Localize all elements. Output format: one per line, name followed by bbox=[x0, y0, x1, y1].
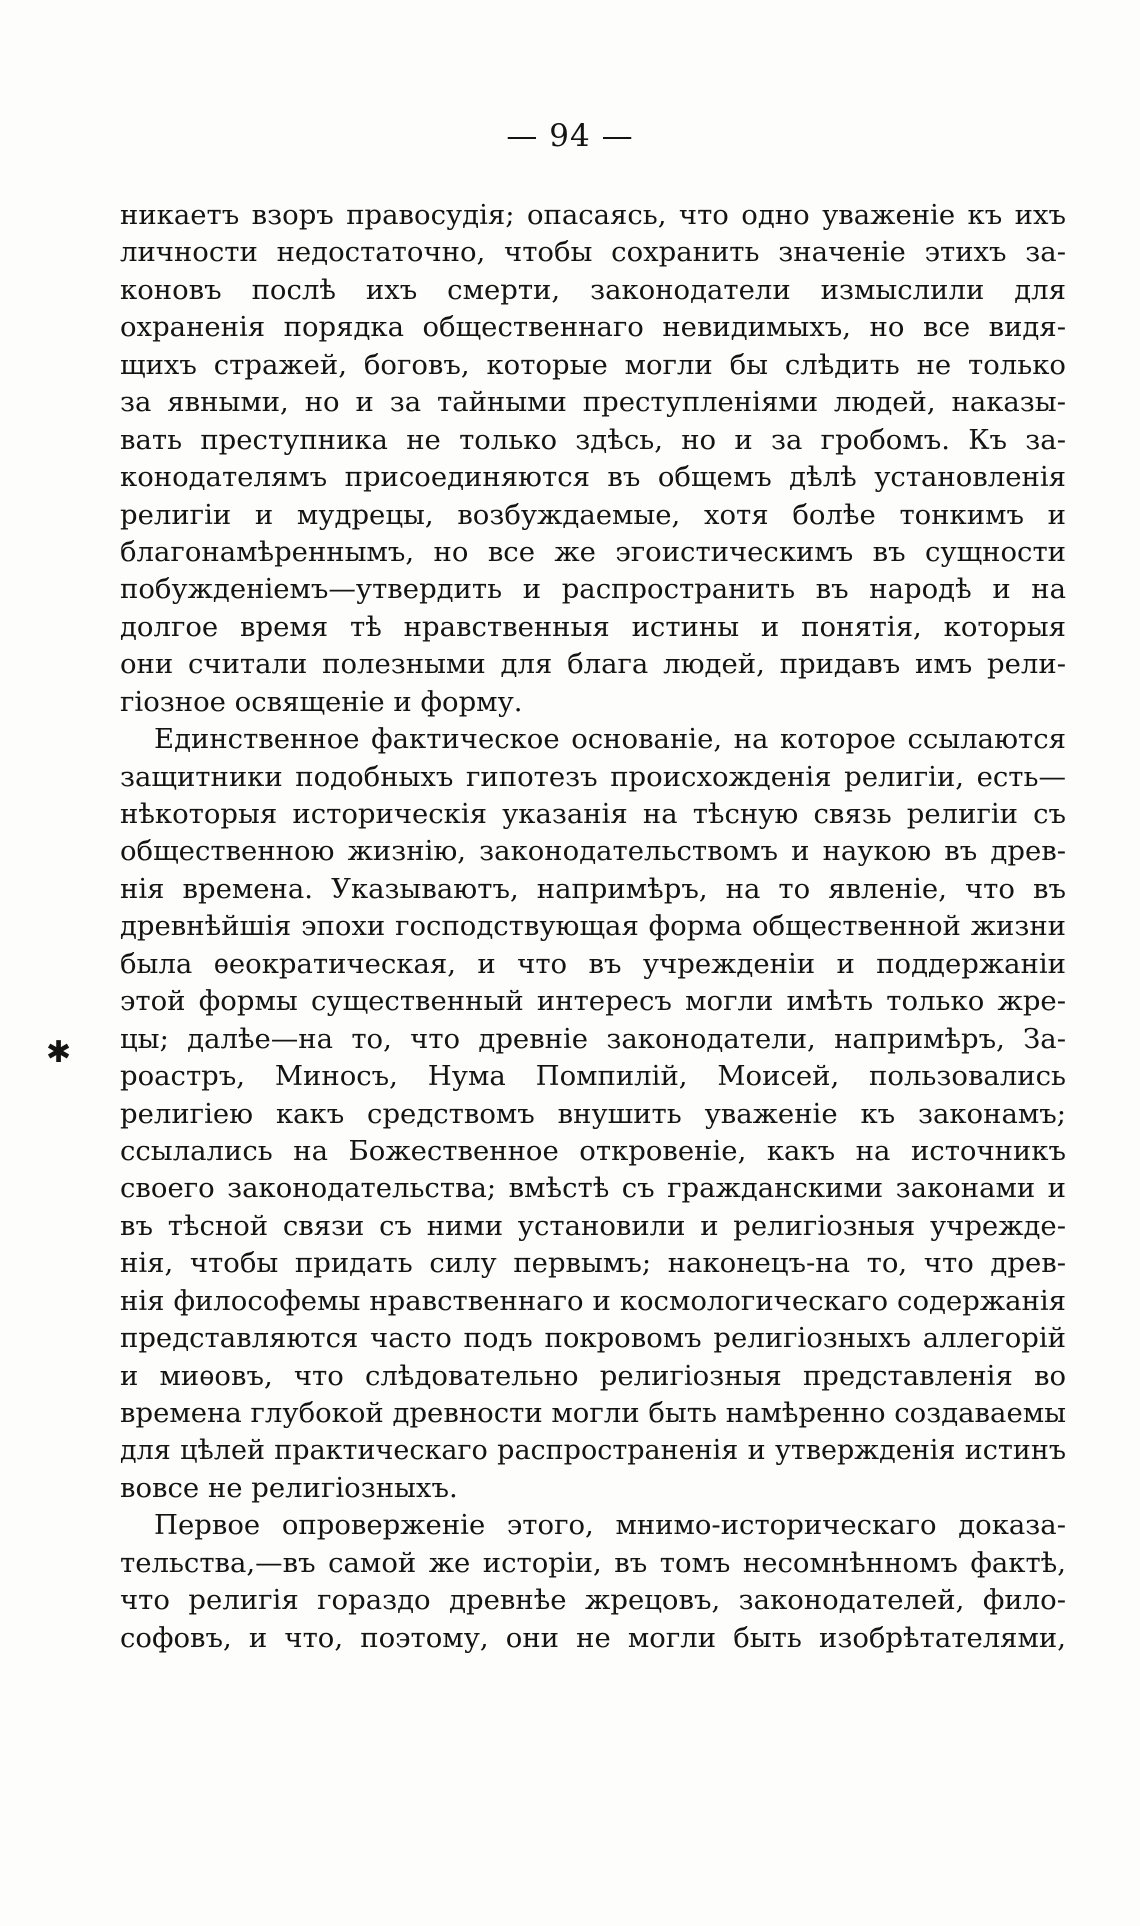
text-line-12: долгое время тѣ нравственныя истины и понятія, которыя bbox=[120, 610, 1066, 643]
text-line-11: побужденіемъ—утвердить и распространить въ народѣ и на bbox=[120, 573, 1066, 606]
text-line-21: была ѳеократическая, и что въ учрежденіи и поддержаніи bbox=[120, 947, 1066, 980]
text-line-35: вовсе не религіозныхъ. bbox=[120, 1471, 458, 1504]
text-line-31: представляются часто подъ покровомъ религіозныхъ аллегорій bbox=[120, 1322, 1066, 1355]
text-line-20: древнѣйшія эпохи господствующая форма общественной жизни bbox=[120, 910, 1066, 943]
text-line-13: они считали полезными для блага людей, придавъ имъ рели- bbox=[120, 648, 1066, 681]
text-line-36: Первое опроверженіе этого, мнимо-историческаго доказа- bbox=[154, 1509, 1066, 1542]
text-line-8: конодателямъ присоединяются въ общемъ дѣлѣ установленія bbox=[120, 461, 1066, 494]
text-line-24: роастръ, Миносъ, Нума Помпилій, Моисей, пользовались bbox=[120, 1060, 1066, 1093]
text-line-10: благонамѣреннымъ, но все же эгоистическимъ въ сущности bbox=[120, 535, 1066, 568]
text-line-5: щихъ стражей, боговъ, которые могли бы слѣдить не только bbox=[120, 348, 1066, 381]
text-line-9: религіи и мудрецы, возбуждаемые, хотя болѣе тонкимъ и bbox=[120, 498, 1066, 531]
text-line-19: нія времена. Указываютъ, напримѣръ, на то явленіе, что въ bbox=[120, 872, 1066, 905]
text-line-1: никаетъ взоръ правосудія; опасаясь, что одно уваженіе къ ихъ bbox=[120, 199, 1066, 231]
text-line-37: тельства,—въ самой же исторіи, въ томъ несомнѣнномъ фактѣ, bbox=[120, 1546, 1066, 1579]
text-line-30: нія философемы нравственнаго и космологическаго содержанія bbox=[120, 1284, 1066, 1317]
text-line-28: въ тѣсной связи съ ними установили и религіозныя учрежде- bbox=[120, 1209, 1066, 1242]
text-line-17: нѣкоторыя историческія указанія на тѣсную связь религіи съ bbox=[120, 798, 1066, 830]
margin-asterisk-mark: ✱ bbox=[46, 1035, 72, 1070]
text-line-3: коновъ послѣ ихъ смерти, законодатели измыслили для bbox=[120, 273, 1066, 306]
text-line-18: общественною жизнію, законодательствомъ и наукою въ древ- bbox=[120, 835, 1066, 868]
text-line-34: для цѣлей практическаго распространенія и утвержденія истинъ bbox=[120, 1435, 1066, 1467]
text-line-7: вать преступника не только здѣсь, но и за гробомъ. Къ за- bbox=[120, 423, 1066, 456]
text-line-26: ссылались на Божественное откровеніе, какъ на источникъ bbox=[120, 1134, 1066, 1167]
text-line-14: гіозное освященіе и форму. bbox=[120, 685, 523, 718]
text-line-39: софовъ, и что, поэтому, они не могли быть изобрѣтателями, bbox=[120, 1621, 1066, 1654]
page-body-text bbox=[120, 197, 1066, 1657]
text-line-16: защитники подобныхъ гипотезъ происхожденія религіи, есть— bbox=[120, 760, 1066, 793]
text-line-22: этой формы существенный интересъ могли имѣть только жре- bbox=[120, 985, 1066, 1018]
text-line-25: религіею какъ средствомъ внушить уваженіе къ законамъ; bbox=[120, 1097, 1066, 1130]
text-line-4: охраненія порядка общественнаго невидимыхъ, но все видя- bbox=[120, 311, 1066, 344]
text-line-32: и миѳовъ, что слѣдовательно религіозныя представленія во bbox=[120, 1359, 1066, 1392]
text-line-29: нія, чтобы придать силу первымъ; наконецъ-на то, что древ- bbox=[120, 1247, 1066, 1280]
text-line-27: своего законодательства; вмѣстѣ съ гражданскими законами и bbox=[120, 1172, 1066, 1205]
page-number: — 94 — bbox=[506, 118, 634, 154]
text-line-15: Единственное фактическое основаніе, на которое ссылаются bbox=[154, 723, 1066, 756]
text-line-2: личности недостаточно, чтобы сохранить значеніе этихъ за- bbox=[120, 236, 1066, 269]
text-line-33: времена глубокой древности могли быть намѣренно создаваемы bbox=[120, 1397, 1066, 1429]
text-line-38: что религія гораздо древнѣе жрецовъ, законодателей, фило- bbox=[120, 1584, 1066, 1617]
text-line-23: цы; далѣе—на то, что древніе законодатели, напримѣръ, За- bbox=[120, 1022, 1066, 1055]
text-line-6: за явными, но и за тайными преступленіями людей, наказы- bbox=[120, 386, 1066, 419]
